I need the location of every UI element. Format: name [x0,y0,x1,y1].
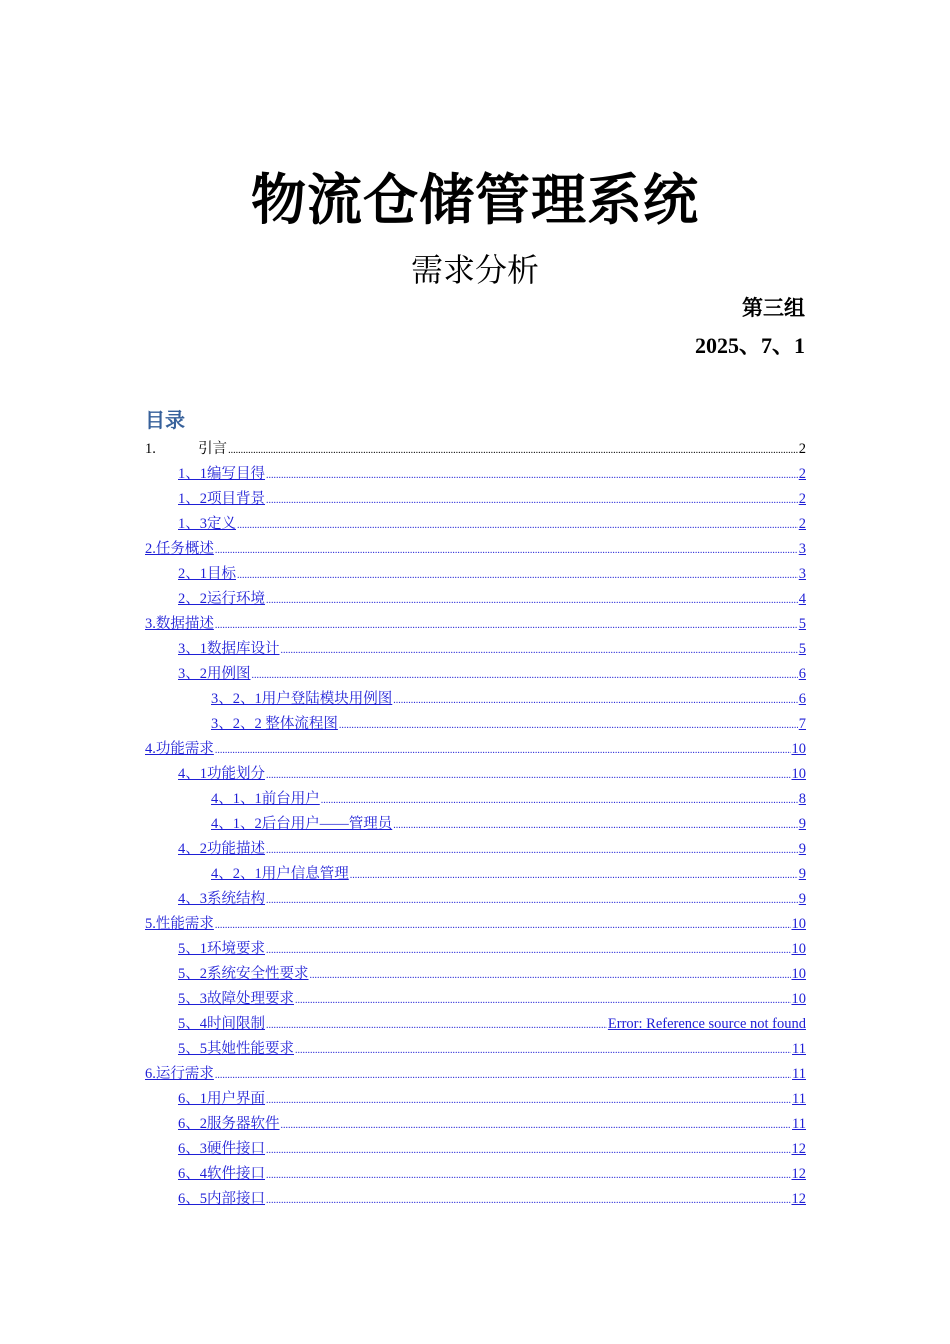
toc-entry-page[interactable]: 5 [798,616,806,632]
toc-entry-title[interactable]: 4、2功能描述 [178,841,265,857]
toc-dot-leader [237,563,798,587]
toc-dot-leader [281,1113,792,1137]
toc-entry-page[interactable]: 10 [791,941,806,957]
toc-entry-page[interactable]: 10 [791,991,806,1007]
toc-entry[interactable] [145,837,806,862]
toc-entry[interactable] [145,762,806,787]
toc-entry[interactable] [145,1037,806,1062]
toc-dot-leader [228,438,798,462]
toc-entry[interactable] [145,1162,806,1187]
toc-dot-leader [266,1188,791,1212]
group-name: 第三组 [742,296,805,320]
toc-dot-leader [266,1088,791,1112]
toc-entry-page[interactable]: 4 [798,591,806,607]
toc-entry[interactable] [145,587,806,612]
toc-entry[interactable] [145,512,806,537]
toc-entry-title[interactable]: 6、4软件接口 [178,1166,265,1182]
toc-entry-title[interactable]: 4、1、1前台用户 [211,791,320,807]
toc-entry[interactable] [145,637,806,662]
toc-entry[interactable] [145,812,806,837]
toc-entry[interactable] [145,537,806,562]
toc-entry-page[interactable]: 12 [791,1166,806,1182]
toc-dot-leader [339,713,798,737]
toc-entry[interactable] [145,787,806,812]
toc-entry-page[interactable]: 10 [791,741,806,757]
toc-entry [145,437,806,462]
toc-entry[interactable] [145,887,806,912]
toc-entry[interactable] [145,1137,806,1162]
toc-entry[interactable] [145,1062,806,1087]
toc-entry-page[interactable]: 7 [798,716,806,732]
toc-entry-page[interactable]: 9 [798,841,806,857]
toc-dot-leader [266,463,798,487]
toc-dot-leader [266,838,798,862]
toc-entry-page[interactable]: 5 [798,641,806,657]
toc-dot-leader [321,788,798,812]
toc-entry-title[interactable]: 1、1编写目得 [178,466,265,482]
toc-dot-leader [266,763,791,787]
toc-entry-page[interactable]: 2 [798,491,806,507]
toc-entry-title[interactable]: 2、2运行环境 [178,591,265,607]
toc-entry[interactable] [145,912,806,937]
toc-entry-title[interactable]: 5、5其她性能要求 [178,1041,294,1057]
document-subtitle: 需求分析 [410,251,539,289]
toc-dot-leader [393,688,798,712]
toc-dot-leader [266,1138,791,1162]
toc-entry[interactable] [145,937,806,962]
toc-entry-title: 引言 [198,441,228,457]
toc-entry[interactable] [145,562,806,587]
toc-dot-leader [295,988,791,1012]
toc-entry-title[interactable]: 6、5内部接口 [178,1191,265,1207]
toc-entry-title[interactable]: 5、1环境要求 [178,941,265,957]
toc-entry[interactable] [145,712,806,737]
toc-entry-title[interactable]: 4、1功能划分 [178,766,265,782]
toc-entry-title[interactable]: 5、2系统安全性要求 [178,966,309,982]
toc-entry-page[interactable]: 11 [792,1041,806,1057]
toc-entry-title[interactable]: 4、3系统结构 [178,891,265,907]
toc-entry-title[interactable]: 5.性能需求 [145,916,214,932]
toc-entry-title[interactable]: 4.功能需求 [145,741,214,757]
toc-entry-page[interactable]: 6 [798,691,806,707]
toc-dot-leader [266,888,798,912]
toc-dot-leader [266,938,791,962]
toc-entry-page[interactable]: 12 [791,1141,806,1157]
toc-entry-page[interactable]: 11 [792,1091,806,1107]
toc-entry-title[interactable]: 5、4时间限制 [178,1016,265,1032]
toc-entry[interactable] [145,1012,806,1037]
toc-entry-page[interactable]: 3 [798,541,806,557]
toc-entry-page[interactable]: 11 [792,1116,806,1132]
toc-dot-leader [237,513,798,537]
toc-entry-title[interactable]: 6、1用户界面 [178,1091,265,1107]
toc-entry-title[interactable]: 3、2、2 整体流程图 [211,716,338,732]
toc-entry-page[interactable]: 11 [792,1066,806,1082]
toc-entry-page[interactable]: 10 [791,916,806,932]
toc-dot-leader [266,1163,791,1187]
toc-dot-leader [215,538,798,562]
toc-dot-leader [266,588,798,612]
toc-entry-page: 2 [798,441,806,457]
toc-dot-leader [295,1038,791,1062]
toc-entry[interactable] [145,987,806,1012]
toc-dot-leader [281,638,798,662]
toc-entry-title[interactable]: 3、1数据库设计 [178,641,280,657]
toc-entry-title[interactable]: 6.运行需求 [145,1066,214,1082]
toc-entry[interactable] [145,1112,806,1137]
toc-entry-page[interactable]: 10 [791,966,806,982]
toc-entry-title[interactable]: 3.数据描述 [145,616,214,632]
toc-entry-title[interactable]: 6、3硬件接口 [178,1141,265,1157]
toc-entry-page[interactable]: Error: Reference source not found [607,1016,806,1032]
toc-heading: 目录 [145,408,185,432]
toc-dot-leader [215,1063,791,1087]
toc-entry-title[interactable]: 2.任务概述 [145,541,214,557]
toc-entry-title[interactable]: 4、2、1用户信息管理 [211,866,349,882]
toc-entry[interactable] [145,737,806,762]
toc-dot-leader [266,1013,607,1037]
toc-entry-number: 1. [145,441,156,457]
toc-entry-title[interactable]: 3、2用例图 [178,666,251,682]
toc-entry-page[interactable]: 9 [798,816,806,832]
toc-dot-leader [215,738,791,762]
toc-entry[interactable] [145,1087,806,1112]
toc-dot-leader [350,863,798,887]
toc-dot-leader [215,913,791,937]
toc-dot-leader [393,813,798,837]
toc-entry[interactable] [145,612,806,637]
toc-entry-title[interactable]: 3、2、1用户登陆模块用例图 [211,691,393,707]
document-title: 物流仓储管理系统 [250,168,699,232]
toc-entry-title[interactable]: 5、3故障处理要求 [178,991,294,1007]
toc-entry-page[interactable]: 9 [798,891,806,907]
toc-dot-leader [215,613,798,637]
toc-dot-leader [310,963,791,987]
toc-entry[interactable] [145,1187,806,1212]
toc-entry-title[interactable]: 1、3定义 [178,516,236,532]
toc-entry-page[interactable]: 9 [798,866,806,882]
toc-entry[interactable] [145,962,806,987]
toc-entry-page[interactable]: 8 [798,791,806,807]
toc-entry-title[interactable]: 6、2服务器软件 [178,1116,280,1132]
toc-dot-leader [252,663,798,687]
toc-entry-page[interactable]: 3 [798,566,806,582]
toc-entry[interactable] [145,862,806,887]
toc-entry-page[interactable]: 6 [798,666,806,682]
toc-entry-page[interactable]: 10 [791,766,806,782]
toc-entry-title[interactable]: 4、1、2后台用户——管理员 [211,816,393,832]
toc-entry[interactable] [145,687,806,712]
document-date: 2025、7、1 [694,333,805,358]
toc-entry-page[interactable]: 12 [791,1191,806,1207]
toc-entry-title[interactable]: 1、2项目背景 [178,491,265,507]
toc-entry-page[interactable]: 2 [798,466,806,482]
toc-entry[interactable] [145,487,806,512]
toc-entry-title[interactable]: 2、1目标 [178,566,236,582]
toc-entry-page[interactable]: 2 [798,516,806,532]
toc-entry[interactable] [145,462,806,487]
table-of-contents [145,437,806,1212]
toc-dot-leader [266,488,798,512]
toc-entry[interactable] [145,662,806,687]
